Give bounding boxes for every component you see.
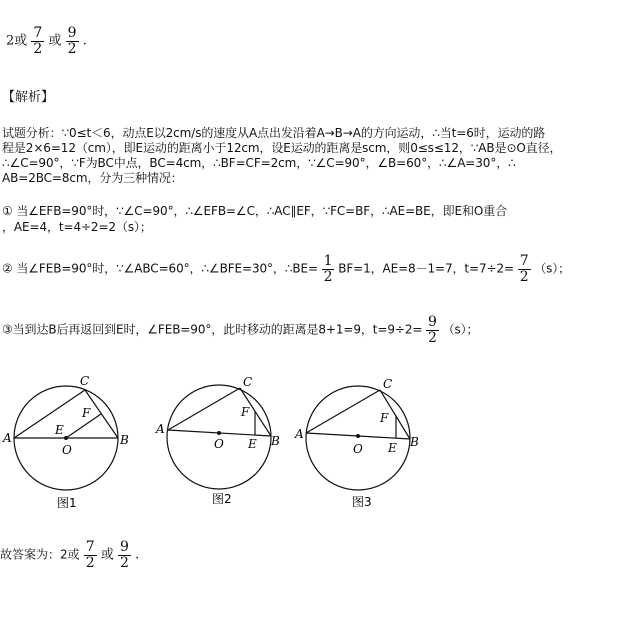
analysis-line-1: 试题分析：∵0≤t＜6，动点E以2cm/s的速度从A点出发沿着A→B→A的方向运动，∴当t=6时，运动的路 [2, 126, 546, 140]
final-answer-prefix: 故答案为：2或 [0, 547, 80, 562]
numerator: 9 [67, 25, 77, 41]
chord-ac [14, 390, 85, 438]
top-answer-prefix: 2或 [6, 33, 28, 49]
case2-part-b: BF=1，AE=8－1=7，t=7÷2= [338, 261, 514, 276]
label-e: E [248, 437, 257, 451]
denominator: 2 [67, 40, 77, 57]
fraction-1-2 [322, 254, 335, 284]
chord-ac [306, 390, 380, 433]
label-e: E [55, 423, 64, 437]
fraction-7-2 [518, 254, 531, 284]
denominator: 2 [85, 554, 95, 571]
or-text: 或 [48, 33, 62, 49]
figure-3 [294, 377, 419, 509]
center-dot [217, 431, 221, 435]
label-c: C [243, 375, 253, 389]
fraction-7-2 [84, 540, 97, 570]
case2-line [2, 254, 570, 284]
analysis-line-2: 程是2×6=12（cm），即E运动的距离小于12cm，设E运动的距离是scm，则0≤s≤12，∵AB是⊙O直径， [2, 141, 562, 155]
case2-part-c: （s）； [534, 261, 571, 276]
label-e: E [388, 441, 397, 455]
fraction-7-2 [31, 26, 44, 56]
label-a: A [295, 427, 304, 441]
numerator: 9 [120, 539, 129, 555]
label-c: C [80, 374, 90, 388]
numerator: 7 [85, 539, 95, 555]
geometry-figures [0, 372, 630, 522]
label-b: B [271, 434, 280, 448]
denominator: 2 [428, 329, 437, 346]
label-f: F [241, 405, 250, 419]
numerator: 1 [323, 253, 333, 269]
case3-line [2, 315, 478, 345]
final-answer [0, 540, 139, 570]
case1-line-1: ① 当∠EFB=90°时，∵∠C=90°，∴∠EFB=∠C，∴AC∥EF，∵FC=BF，∴AE=BE，即E和O重合 [2, 204, 507, 218]
figure-3-caption: 图3 [352, 495, 372, 509]
numerator: 9 [428, 314, 437, 330]
analysis-line-3: ∴∠C=90°，∵F为BC中点，BC=4cm，∴BF=CF=2cm，∵∠C=90°，∠B=60°，∴∠A=30°，∴ [2, 156, 516, 170]
figure-1-caption: 图1 [57, 496, 77, 510]
chord-ac [168, 388, 240, 430]
period: . [82, 33, 87, 49]
center-dot [64, 436, 68, 440]
denominator: 2 [323, 268, 333, 285]
label-b: B [410, 435, 419, 449]
figure-1 [2, 374, 129, 510]
label-o: O [62, 443, 72, 457]
top-answer [6, 26, 87, 56]
label-f: F [380, 411, 389, 425]
numerator: 7 [519, 253, 529, 269]
center-dot [356, 434, 360, 438]
label-o: O [353, 442, 363, 456]
label-f: F [82, 406, 91, 420]
or-text: 或 [100, 547, 114, 563]
denominator: 2 [120, 554, 129, 571]
label-c: C [383, 377, 393, 391]
analysis-header: 【解析】 [2, 90, 55, 105]
figure-2-caption: 图2 [212, 492, 232, 506]
figure-2 [155, 375, 280, 506]
fraction-9-2 [426, 315, 439, 345]
fraction-9-2 [66, 26, 79, 56]
period: . [135, 547, 140, 563]
case2-part-a: ② 当∠FEB=90°时，∵∠ABC=60°，∴∠BFE=30°，∴BE= [2, 261, 318, 276]
case3-part-b: （s）； [442, 322, 479, 337]
label-o: O [214, 437, 224, 451]
label-b: B [120, 433, 129, 447]
analysis-line-4: AB=2BC=8cm，分为三种情况： [2, 171, 183, 185]
label-a: A [3, 431, 12, 445]
case1-line-2: ，AE=4，t=4÷2=2（s）； [2, 220, 152, 234]
fraction-9-2 [118, 540, 131, 570]
case3-part-a: ③当到达B后再返回到E时，∠FEB=90°，此时移动的距离是8+1=9，t=9÷2= [2, 322, 423, 337]
label-a: A [156, 422, 165, 436]
numerator: 7 [33, 25, 43, 41]
denominator: 2 [519, 268, 529, 285]
denominator: 2 [33, 40, 43, 57]
